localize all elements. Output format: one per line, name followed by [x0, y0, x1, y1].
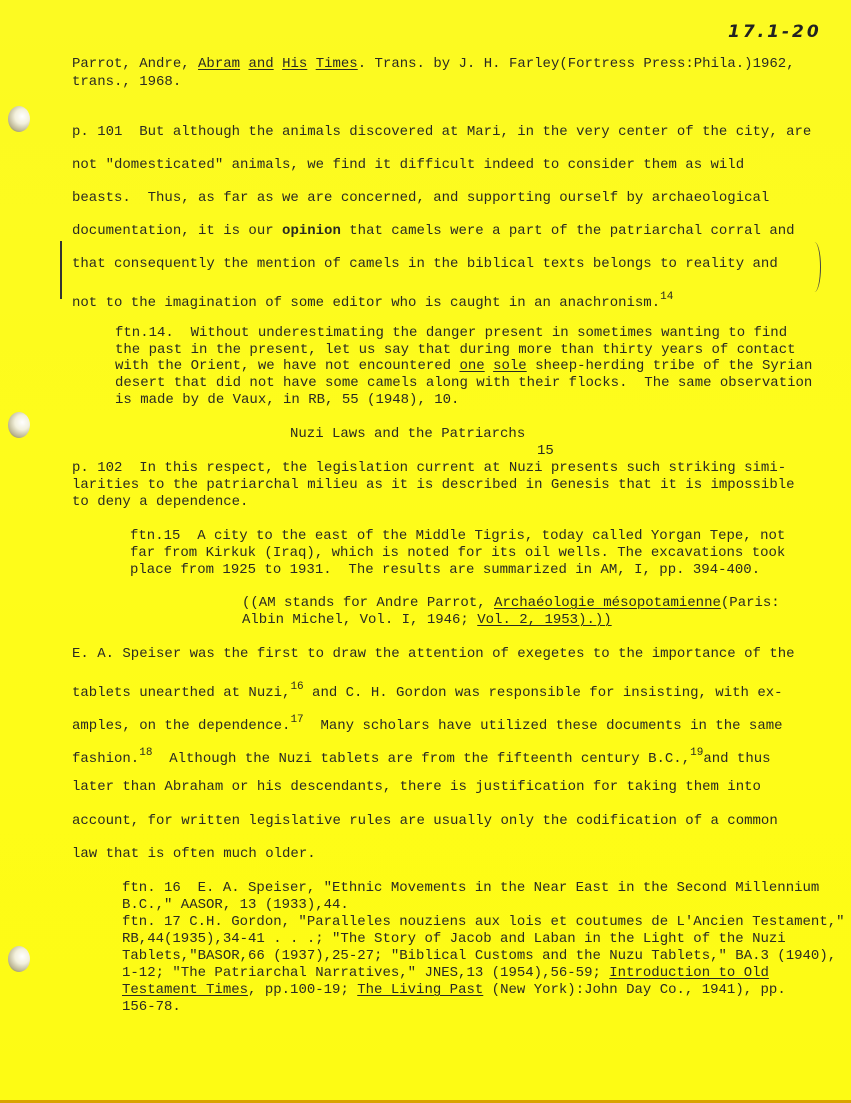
text-line: [72, 74, 181, 90]
underlined-title: His: [282, 56, 308, 72]
text-segment: ftn. 17 C.H. Gordon, "Paralleles nouziens aux lois et coutumes de L'Ancien Testament,": [122, 914, 845, 930]
text-line: [115, 375, 812, 391]
underlined-title: Testament Times: [122, 982, 249, 998]
text-segment: Albin Michel, Vol. I, 1946;: [242, 612, 478, 628]
text-segment: account, for written legislative rules are usually only the codification of a common: [72, 813, 778, 829]
text-segment: that camels were a part of the patriarchal corral and: [340, 223, 795, 239]
text-line: [72, 256, 778, 272]
text-segment: , pp.100-19;: [248, 982, 358, 998]
text-segment: [307, 56, 315, 72]
text-segment: 1-12; "The Patriarchal Narratives," JNES,13 (1954),56-59;: [122, 965, 610, 981]
text-segment: (Paris:: [720, 595, 780, 611]
text-line: [72, 157, 744, 173]
text-segment: is made by de Vaux, in RB, 55 (1948), 10.: [115, 392, 460, 408]
footnote-ref: 17: [290, 714, 304, 726]
footnote-ref: 16: [290, 681, 304, 693]
text-line: [72, 477, 795, 493]
underlined-title: Times: [315, 56, 358, 72]
footnote-ref: 19: [690, 747, 704, 759]
text-line: [115, 342, 796, 358]
text-line: [72, 460, 786, 476]
text-segment: Although the Nuzi tablets are from the fifteenth century B.C.,: [152, 751, 691, 767]
text-segment: the past in the present, let us say that during more than thirty years of contact: [115, 342, 796, 358]
footnote-ref: 18: [139, 747, 153, 759]
text-segment: desert that did not have some camels along with their flocks. The same observation: [115, 375, 813, 391]
punch-hole: [8, 412, 30, 438]
text-segment: and C. H. Gordon was responsible for insisting, with ex-: [303, 685, 783, 701]
text-segment: Nuzi Laws and the Patriarchs: [290, 426, 526, 442]
text-line: [72, 124, 811, 140]
handwritten-page-number: 17.1-20: [728, 22, 822, 42]
text-segment: [485, 358, 493, 374]
text-segment: law that is often much older.: [72, 846, 316, 862]
text-line: [72, 494, 248, 510]
text-segment: not "domesticated" animals, we find it difficult indeed to consider them as wild: [72, 157, 745, 173]
text-segment: 156-78.: [122, 999, 181, 1015]
underlined-title: Introduction to Old: [609, 965, 769, 981]
underlined-title: one: [459, 358, 485, 374]
text-segment: opinion: [282, 223, 341, 239]
underlined-title: Vol. 2, 1953).)): [477, 612, 612, 628]
text-line: [122, 982, 786, 998]
text-line: [122, 931, 786, 947]
text-segment: and thus: [703, 751, 771, 767]
footnote-ref: 14: [660, 291, 674, 303]
text-segment: [274, 56, 282, 72]
text-segment: with the Orient, we have not encountered: [115, 358, 460, 374]
text-segment: documentation, it is our: [72, 223, 283, 239]
punch-hole: [8, 106, 30, 132]
text-segment: (New York):John Day Co., 1941), pp.: [483, 982, 786, 998]
text-line: [122, 999, 181, 1015]
text-line: [242, 595, 780, 611]
section-heading: [290, 426, 525, 442]
text-line: [72, 712, 783, 734]
text-segment: p. 101 But although the animals discovered at Mari, in the very center of the city, are: [72, 124, 812, 140]
text-segment: tablets unearthed at Nuzi,: [72, 685, 291, 701]
text-segment: beasts. Thus, as far as we are concerned, and supporting ourself by archaeological: [72, 190, 770, 206]
text-line: [115, 325, 787, 341]
margin-bracket-right: [808, 242, 821, 292]
text-segment: ftn.15 A city to the east of the Middle Tigris, today called Yorgan Tepe, not: [130, 528, 786, 544]
text-segment: ftn.14. Without underestimating the danger present in sometimes wanting to find: [115, 325, 788, 341]
text-segment: ftn. 16 E. A. Speiser, "Ethnic Movements in the Near East in the Second Millennium: [122, 880, 820, 896]
text-segment: . Trans. by J. H. Farley(Fortress Press:Phila.)1962,: [357, 56, 795, 72]
text-segment: trans., 1968.: [72, 74, 182, 90]
text-segment: amples, on the dependence.: [72, 718, 291, 734]
text-line: [122, 880, 819, 896]
text-line: [72, 289, 673, 311]
text-line: [122, 948, 836, 964]
text-line: [72, 745, 771, 767]
text-segment: not to the imagination of some editor who is caught in an anachronism.: [72, 295, 661, 311]
underlined-title: sole: [493, 358, 527, 374]
text-line: [72, 190, 769, 206]
text-segment: E. A. Speiser was the first to draw the attention of exegetes to the importance of the: [72, 646, 795, 662]
text-line: [72, 813, 778, 829]
text-line: [122, 897, 349, 913]
text-segment: sheep-herding tribe of the Syrian: [526, 358, 813, 374]
text-line: [72, 846, 316, 862]
text-line: [72, 779, 761, 795]
underlined-title: Abram: [198, 56, 241, 72]
text-line: [122, 965, 769, 981]
text-segment: to deny a dependence.: [72, 494, 249, 510]
text-segment: 15: [537, 443, 554, 459]
text-line: [72, 223, 795, 239]
text-line: [122, 914, 845, 930]
underlined-title: Archaéologie mésopotamienne: [494, 595, 721, 611]
underlined-title: and: [248, 56, 274, 72]
text-segment: Tablets,"BASOR,66 (1937),25-27; "Biblical Customs and the Nuzu Tablets," BA.3 (1940),: [122, 948, 837, 964]
footnote-marker: [537, 443, 554, 459]
text-line: [130, 528, 785, 544]
margin-bracket-left: [60, 241, 62, 299]
text-line: [130, 562, 760, 578]
text-segment: place from 1925 to 1931. The results are summarized in AM, I, pp. 394-400.: [130, 562, 761, 578]
text-segment: far from Kirkuk (Iraq), which is noted for its oil wells. The excavations took: [130, 545, 786, 561]
text-segment: that consequently the mention of camels in the biblical texts belongs to reality and: [72, 256, 778, 272]
text-segment: Many scholars have utilized these documents in the same: [303, 718, 783, 734]
underlined-title: The Living Past: [357, 982, 484, 998]
text-segment: ((AM stands for Andre Parrot,: [242, 595, 495, 611]
text-segment: fashion.: [72, 751, 140, 767]
text-segment: p. 102 In this respect, the legislation current at Nuzi presents such striking simi-: [72, 460, 787, 476]
punch-hole: [8, 946, 30, 972]
text-segment: Parrot, Andre,: [72, 56, 199, 72]
text-line: [130, 545, 785, 561]
text-line: [72, 646, 795, 662]
text-line: [115, 392, 459, 408]
text-segment: RB,44(1935),34-41 . . .; "The Story of Jacob and Laban in the Light of the Nuzi: [122, 931, 786, 947]
text-segment: later than Abraham or his descendants, there is justification for taking them into: [72, 779, 761, 795]
text-segment: B.C.," AASOR, 13 (1933),44.: [122, 897, 349, 913]
citation: [72, 56, 795, 72]
text-line: [242, 612, 612, 628]
text-segment: larities to the patriarchal milieu as it is described in Genesis that it is impossible: [72, 477, 795, 493]
text-line: [115, 358, 812, 374]
text-line: [72, 679, 783, 701]
